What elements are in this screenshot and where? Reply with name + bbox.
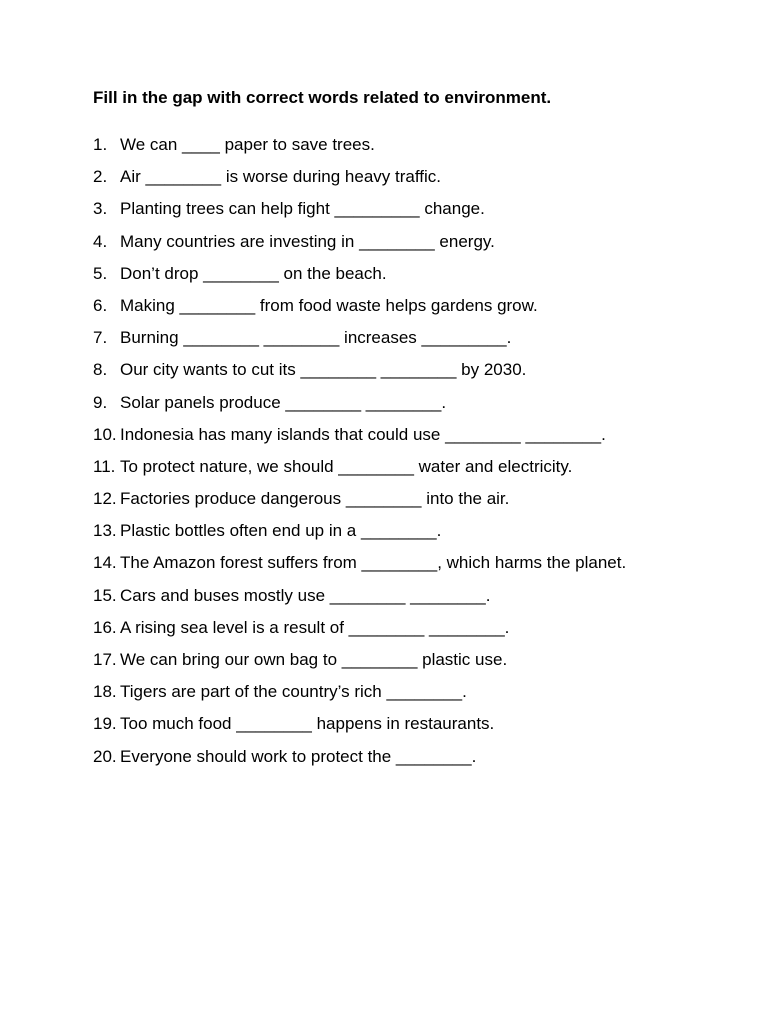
question-number: 11. (93, 456, 116, 476)
question-text: Making ________ from food waste helps gardens grow. (120, 295, 538, 315)
question-text: Solar panels produce ________ ________. (120, 392, 447, 412)
question-item (93, 198, 626, 230)
question-number: 9. (93, 392, 108, 412)
question-text: We can ____ paper to save trees. (120, 135, 375, 154)
question-number: 10. (93, 424, 117, 444)
question-item (93, 295, 626, 327)
question-item (93, 263, 626, 295)
question-number: 16. (93, 617, 117, 637)
question-number: 8. (93, 360, 108, 380)
question-number: 13. (93, 521, 117, 541)
question-text: Factories produce dangerous ________ into the air. (120, 489, 510, 509)
question-text: Tigers are part of the country’s rich ________. (120, 682, 467, 702)
question-item (93, 327, 626, 359)
question-item (93, 713, 626, 745)
question-item (93, 392, 626, 424)
question-text: Everyone should work to protect the ________. (120, 746, 477, 766)
question-item (93, 746, 626, 778)
question-text: Too much food ________ happens in restaurants. (120, 714, 495, 734)
question-item (93, 134, 626, 166)
question-item (93, 231, 626, 263)
question-item (93, 424, 626, 456)
question-number: 4. (93, 231, 108, 251)
question-number: 3. (93, 199, 108, 219)
question-number: 17. (93, 650, 117, 669)
question-number: 7. (93, 328, 108, 348)
question-text: Burning ________ ________ increases _________. (120, 328, 512, 348)
question-text: Indonesia has many islands that could use ________ ________. (120, 424, 606, 444)
worksheet-instruction: Fill in the gap with correct words related to environment. (93, 88, 552, 107)
question-item (93, 359, 626, 391)
question-number: 12. (93, 489, 117, 509)
question-item (93, 617, 626, 649)
question-text: The Amazon forest suffers from ________, which harms the planet. (120, 553, 627, 573)
question-item (93, 681, 626, 713)
question-text: Our city wants to cut its ________ ________ by 2030. (120, 360, 527, 380)
question-number: 19. (93, 714, 117, 734)
question-list (93, 134, 626, 778)
question-text: Planting trees can help fight _________ change. (120, 199, 485, 219)
question-text: A rising sea level is a result of ________ ________. (120, 617, 510, 637)
question-item (93, 166, 626, 198)
question-item (93, 585, 626, 617)
question-item (93, 488, 626, 520)
question-item (93, 552, 626, 584)
question-number: 2. (93, 167, 108, 187)
question-number: 1. (93, 135, 108, 154)
question-text: We can bring our own bag to ________ plastic use. (120, 650, 508, 669)
question-number: 15. (93, 585, 117, 605)
question-item (93, 456, 626, 488)
question-text: Cars and buses mostly use ________ ________. (120, 585, 491, 605)
question-text: Many countries are investing in ________ energy. (120, 231, 495, 251)
question-text: To protect nature, we should ________ water and electricity. (120, 456, 573, 476)
question-text: Plastic bottles often end up in a ________. (120, 521, 442, 541)
question-item (93, 520, 626, 552)
question-number: 5. (93, 263, 108, 283)
question-item (93, 649, 626, 681)
question-number: 6. (93, 295, 108, 315)
question-text: Air ________ is worse during heavy traffic. (120, 167, 441, 187)
question-number: 14. (93, 553, 117, 573)
question-text: Don’t drop ________ on the beach. (120, 263, 387, 283)
question-number: 18. (93, 682, 117, 702)
question-number: 20. (93, 746, 117, 766)
